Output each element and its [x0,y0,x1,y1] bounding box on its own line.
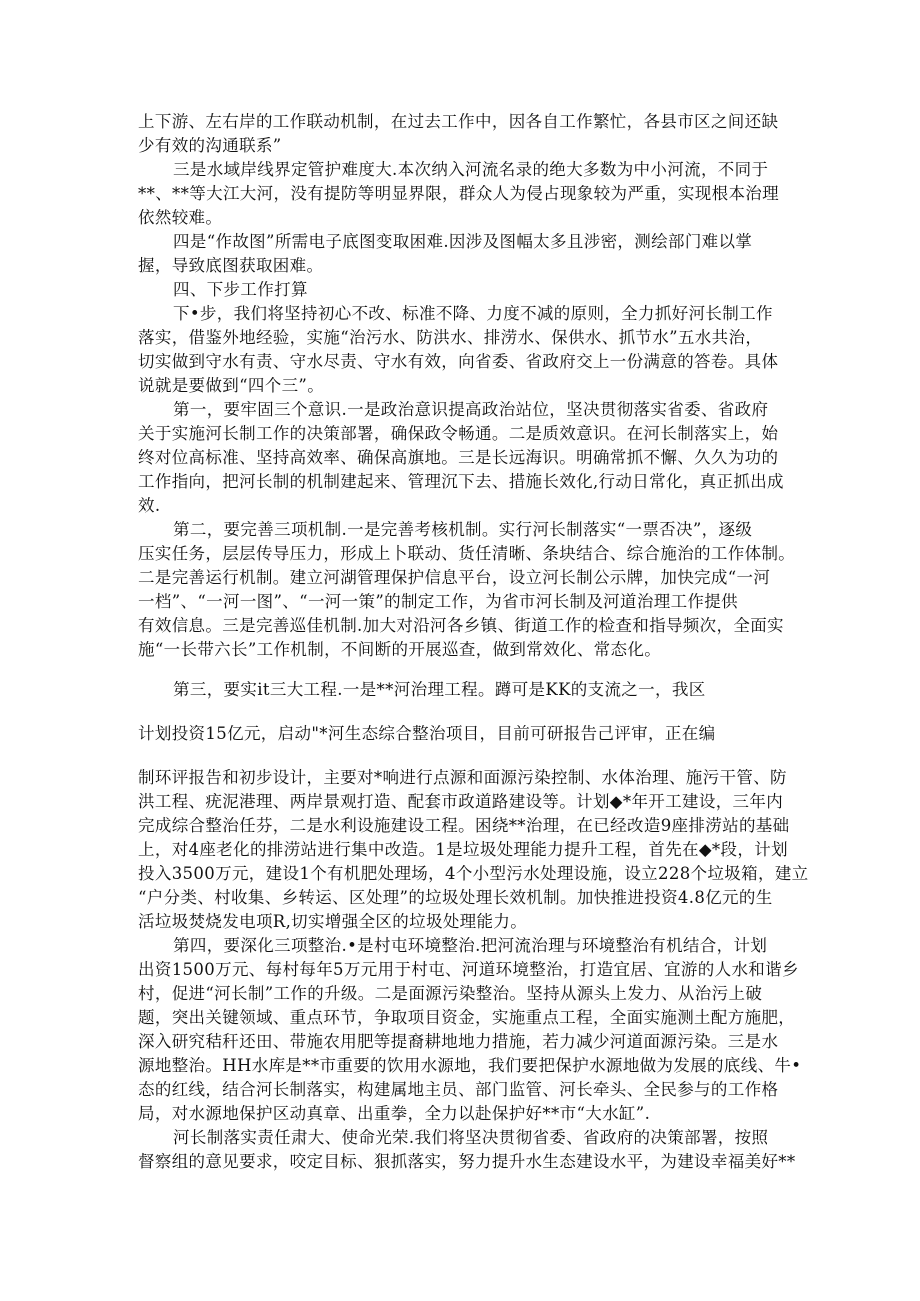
text-line: 出资1500万元、每村每年5万元用于村屯、河道环境整治，打造宜居、宜游的人水和谐乡 [138,960,799,979]
text-line: **、**等大江大河，没有提防等明显界限，群众人为侵占现象较为严重，实现根本治理 [138,184,779,203]
text-line: 深入研究秸秆还田、带施农用肥等提裔耕地地力措施，若力减少河道面源污染。三是水 [138,1032,779,1051]
text-line: 压实任务，层层传导压力，形成上卜联动、货任清晰、条块结合、综合施治的工作体制。 [138,544,796,563]
text-line: 落实，借鉴外地经验，实施“治污水、防洪水、排涝水、保供水、抓节水”五水共治， [138,328,763,347]
text-line: 第三，要实it三大工程.一是**河治理工程。蹲可是KK的支流之一，我区 [173,680,706,699]
text-line: “户分类、村收集、乡转运、区处理”的垃圾处理长效机制。加快推进投资4.8亿元的生 [138,888,773,907]
text-line: 第一，要牢固三个意识.一是政治意识提高政治站位，坚决贯彻落实省委、省政府 [173,400,769,419]
section-heading: 四、下步工作打算 [173,280,308,299]
text-line: 工作指向，把河长制的机制建起来、管理沉下去、措施长效化,行动日常化，真正抓出成 [138,472,784,491]
text-line: 效. [138,496,161,515]
text-line: 局，对水源地保护区动真章、出重拳，全力以赴保护好**市“大水缸”. [138,1104,651,1123]
text-line: 制环评报告和初步设计，主要对*响进行点源和面源污染控制、水体治理、施污干管、防 [138,768,787,787]
text-line: 第二，要完善三项机制.一是完善考核机制。实行河长制落实“一票否决”，逐级 [173,520,753,539]
text-line: 握，导致底图获取困难。 [138,256,324,275]
text-line: 依然较难。 [138,208,223,227]
text-line: 施“一长带六长”工作机制，不间断的开展巡查，做到常效化、常态化。 [138,640,662,659]
text-line: 关于实施河长制工作的决策部署，确保政令畅通。二是质效意识。在河长制落实上，始 [138,424,779,443]
text-line: 洪工程、疣泥港理、两岸景观打造、配套市政道路建设等。计划◆*年开工建设，三年内 [138,792,784,811]
text-line: 完成综合整治任芬，二是水利设施建设工程。困绕**治理，在已经改造9座排涝站的基础 [138,816,790,835]
text-line: 活垃圾焚烧发电项R,切实增强全区的垃圾处理能力。 [138,912,528,931]
text-line: 第四，要深化三项整治.•是村屯环境整治.把河流治理与环境整治有机结合，计划 [173,936,768,955]
text-line: 督察组的意见要求，咬定目标、狠抓落实，努力提升水生态建设水平，为建设幸福美好** [138,1152,796,1171]
text-line: 少有效的沟通联系” [138,136,282,155]
text-line: 上，对4座老化的排涝站进行集中改造。1是垃圾处理能力提升工程，首先在◆*段，计划 [138,840,788,859]
text-line: 有效信息。三是完善巡佳机制.加大对沿河各乡镇、街道工作的检查和指导频次，全面实 [138,616,784,635]
text-line: 下•步，我们将坚持初心不改、标准不降、力度不减的原则，全力抓好河长制工作 [173,304,773,323]
text-line: 说就是要做到“四个三”。 [138,376,325,395]
text-line: 终对位高标准、坚持高效率、确保高旗地。三是长远海识。明确常抓不懈、久久为功的 [138,448,779,467]
text-line: 三是水域岸线界定管护难度大.本次纳入河流名录的绝大多数为中小河流，不同于 [173,160,769,179]
text-line: 二是完善运行机制。建立河湖管理保护信息平台，设立河长制公示牌，加快完成“一河 [138,568,771,587]
text-line: 源地整治。HH水库是**市重要的饮用水源地，我们要把保护水源地做为发展的底线、牛• [138,1056,802,1075]
text-line: 投入3500万元，建设1个有机肥处理场，4个小型污水处理设施，设立228个垃圾箱，建立 [138,864,809,883]
text-line: 计划投资15亿元，启动"*河生态综合整治项目，目前可研报告己评审，正在编 [138,724,716,743]
text-line: 村，促进“河长制”工作的升级。二是面源污染整治。坚持从源头上发力、从治污上破 [138,984,763,1003]
text-line: 上下游、左右岸的工作联动机制，在过去工作中，因各自工作繁忙，各县市区之间还缺 [138,112,779,131]
text-line: 态的红线，结合河长制落实，构建属地主员、部门监管、河长牵头、全民参与的工作格 [138,1080,779,1099]
text-line: 题，突出关键领域、重点环节，争取项目资金，实施重点工程，全面实施测土配方施肥， [138,1008,796,1027]
text-line: 四是“作故图”所需电子底图变取困难.因涉及图幅太多且涉密，测绘部门难以掌 [173,232,753,251]
text-line: 一档”、“一河一图”、“一河一策”的制定工作，为省市河长制及河道治理工作提供 [138,592,738,611]
text-line: 河长制落实责任肃大、使命光荣.我们将坚决贯彻省委、省政府的决策部署，按照 [173,1128,769,1147]
text-line: 切实做到守水有责、守水尽责、守水有效，向省委、省政府交上一份满意的答卷。具体 [138,352,779,371]
